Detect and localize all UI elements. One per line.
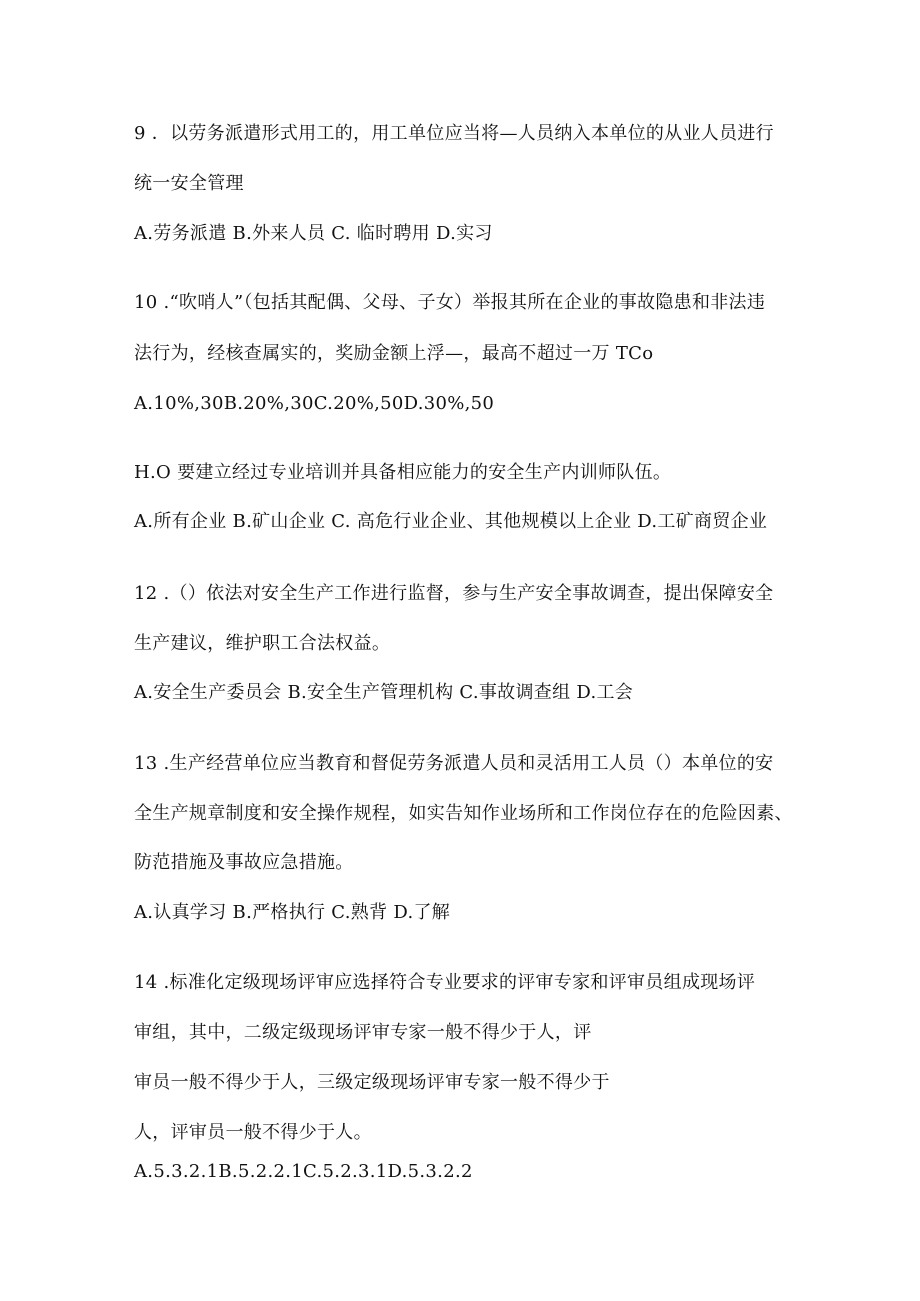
question-9-line-1: 9 ．以劳务派遣形式用工的，用工单位应当将—人员纳入本单位的从业人员进行 bbox=[134, 123, 774, 144]
question-9-options: A.劳务派遣 B.外来人员 C. 临时聘用 D.实习 bbox=[134, 223, 493, 244]
question-10-line-2: 法行为，经核查属实的，奖励金额上浮—，最高不超过一万 TCo bbox=[134, 343, 654, 364]
question-13-line-2: 全生产规章制度和安全操作规程，如实告知作业场所和工作岗位存在的危险因素、 bbox=[134, 803, 793, 824]
question-14-line-4: 人，评审员一般不得少于人。 bbox=[134, 1122, 372, 1143]
question-9-line-2: 统一安全管理 bbox=[134, 173, 244, 194]
question-12-options: A.安全生产委员会 B.安全生产管理机构 C.事故调查组 D.工会 bbox=[134, 682, 634, 703]
question-12-line-1: 12 .（）依法对安全生产工作进行监督，参与生产安全事故调查，提出保障安全 bbox=[134, 583, 774, 604]
question-10-options: A.10%,30B.20%,30C.20%,50D.30%,50 bbox=[134, 393, 495, 414]
question-14-options: A.5.3.2.1B.5.2.2.1C.5.2.3.1D.5.3.2.2 bbox=[134, 1161, 473, 1182]
question-14-line-2: 审组，其中，二级定级现场评审专家一般不得少于人，评 bbox=[134, 1022, 592, 1043]
question-13-line-1: 13 .生产经营单位应当教育和督促劳务派遣人员和灵活用工人员（）本单位的安 bbox=[134, 753, 774, 774]
question-10-line-1: 10 .“吹哨人”（包括其配偶、父母、子女）举报其所在企业的事故隐患和非法违 bbox=[134, 292, 766, 313]
question-11-line-1: H.O 要建立经过专业培训并具备相应能力的安全生产内训师队伍。 bbox=[134, 462, 672, 483]
question-13-options: A.认真学习 B.严格执行 C.熟背 D.了解 bbox=[134, 902, 451, 923]
question-12-line-2: 生产建议，维护职工合法权益。 bbox=[134, 633, 391, 654]
question-11-options: A.所有企业 B.矿山企业 C. 高危行业企业、其他规模以上企业 D.工矿商贸企业 bbox=[134, 511, 768, 532]
question-14-line-3: 审员一般不得少于人，三级定级现场评审专家一般不得少于 bbox=[134, 1072, 610, 1093]
question-13-line-3: 防范措施及事故应急措施。 bbox=[134, 852, 354, 873]
question-14-line-1: 14 .标准化定级现场评审应选择符合专业要求的评审专家和评审员组成现场评 bbox=[134, 972, 756, 993]
